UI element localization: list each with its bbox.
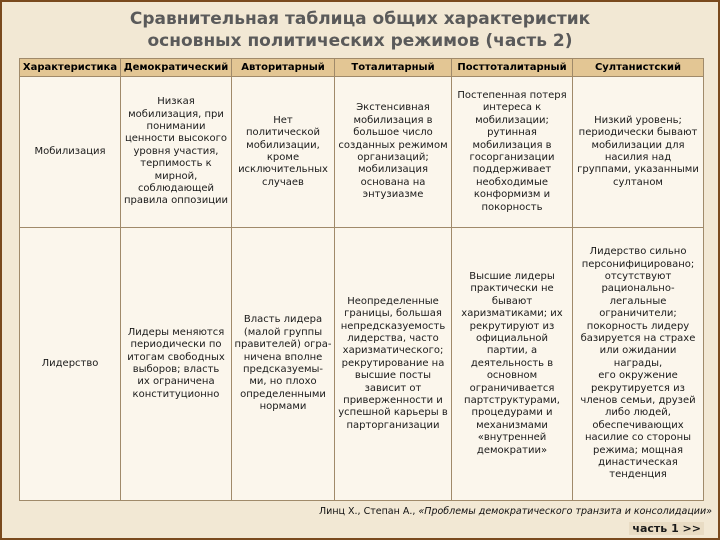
column-header-totalitarian: Тоталитарный xyxy=(335,59,452,77)
row-label-mobilization: Мобилизация xyxy=(20,77,121,228)
cell-leadership-post-totalitarian: Высшие лидеры практически не бывают харизматиками; их рекрутируют из официальной партии, а деятельность в основном ограничивается партструктурами, процедурами и механизмами «внутренней демократии» xyxy=(452,228,573,501)
cell-mobilization-sultanistic: Низкий уровень; периодически бывают мобилизации для насилия над группами, указанными султаном xyxy=(573,77,704,228)
title-line-2: основных политических режимов (часть 2) xyxy=(147,31,573,51)
citation-authors: Линц Х., Степан А., xyxy=(319,506,416,517)
column-header-characteristic: Характеристика xyxy=(20,59,121,77)
cell-leadership-democratic: Лидеры меняются периодически по итогам свободных выборов; власть их ограничена конституционно xyxy=(121,228,232,501)
column-header-post-totalitarian: Посттоталитарный xyxy=(452,59,573,77)
source-citation xyxy=(0,506,712,517)
title-line-1: Сравнительная таблица общих характеристик xyxy=(129,9,591,29)
previous-part-link[interactable]: часть 1 >> xyxy=(629,522,704,535)
column-header-sultanistic: Султанистский xyxy=(573,59,704,77)
slide-title xyxy=(0,8,720,52)
cell-leadership-totalitarian: Неопределенные границы, большая непредсказуемость лидерства, часто харизматического; рекрутирование на высшие посты зависит от приверженности и успешной карьеры в парторганизации xyxy=(335,228,452,501)
column-header-authoritarian: Авторитарный xyxy=(232,59,335,77)
cell-mobilization-totalitarian: Экстенсивная мобилизация в большое число созданных режимом организаций; мобилизация основана на энтузиазме xyxy=(335,77,452,228)
cell-mobilization-democratic: Низкая мобилизация, при понимании ценности высокого уровня участия, терпимость к мирной, соблюдающей правила оппозиции xyxy=(121,77,232,228)
citation-work: «Проблемы демократического транзита и консолидации» xyxy=(418,506,712,517)
cell-leadership-sultanistic: Лидерство сильно персонифицировано; отсутствуют рационально- легальные ограничители; покорность лидеру базируется на страхе или ожидании награды, его окружение рекрутируется из членов семьи, друзей либо людей, обеспечивающих насилие со стороны режима; мощная династическая тенденция xyxy=(573,228,704,501)
cell-mobilization-post-totalitarian: Постепенная потеря интереса к мобилизации; рутинная мобилизация в госорганизации поддерживает необходимые конформизм и покорность xyxy=(452,77,573,228)
column-header-democratic: Демократический xyxy=(121,59,232,77)
row-label-leadership: Лидерство xyxy=(20,228,121,501)
cell-mobilization-authoritarian: Нет политической мобилизации, кроме исключительных случаев xyxy=(232,77,335,228)
table-header-row xyxy=(20,59,704,77)
cell-leadership-authoritarian: Власть лидера (малой группы правителей) огра- ничена вполне предсказуемы- ми, но плохо определенными нормами xyxy=(232,228,335,501)
table-row-mobilization xyxy=(20,77,704,228)
comparison-table xyxy=(19,58,704,501)
table-row-leadership xyxy=(20,228,704,501)
